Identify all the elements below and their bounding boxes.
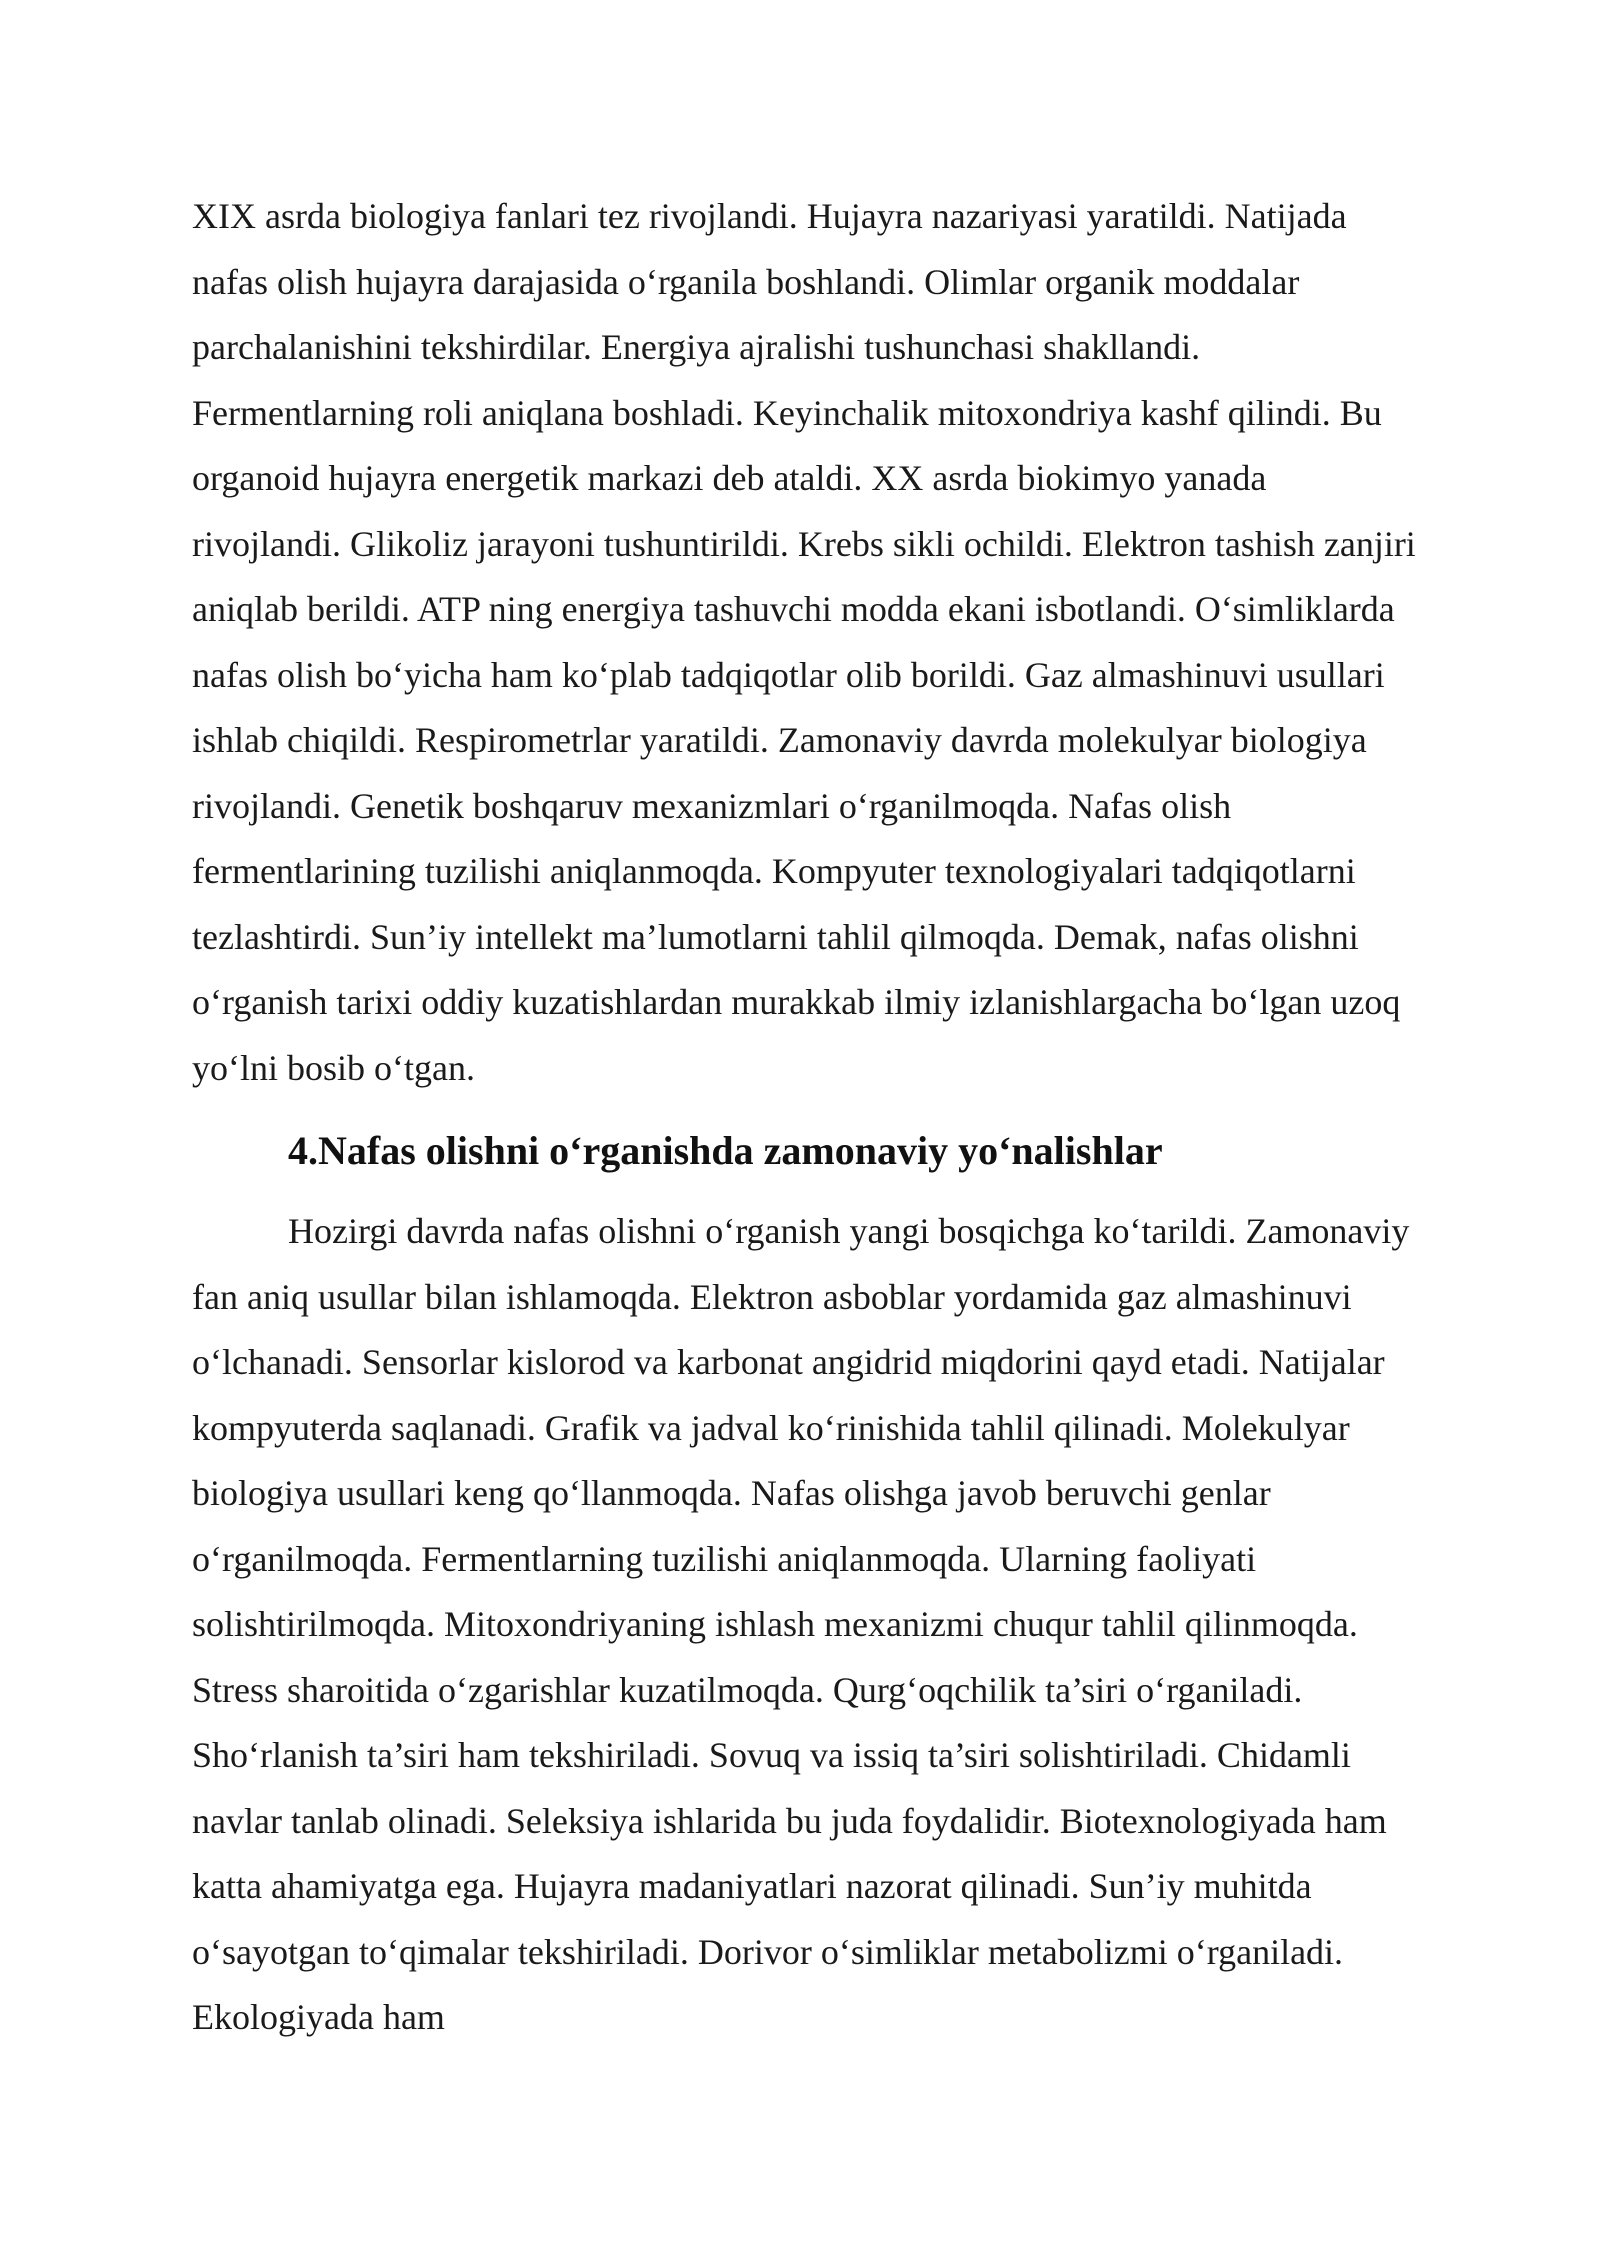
section-heading: 4.Nafas olishni o‘rganishda zamonaviy yo‘nalishlar [288, 1128, 1163, 1173]
paragraph-history: XIX asrda biologiya fanlari tez rivojlandi. Hujayra nazariyasi yaratildi. Natijada nafas olish hujayra darajasida o‘rganila boshlandi. Olimlar organik moddalar parchalanishini tekshirdilar. Energiya ajralishi tushunchasi shakllandi. Fermentlarning roli aniqlana boshladi. Keyinchalik mitoxondriya kashf qilindi. Bu organoid hujayra energetik markazi deb ataldi. XX asrda biokimyo yanada rivojlandi. Glikoliz jarayoni tushuntirildi. Krebs sikli ochildi. Elektron tashish zanjiri aniqlab berildi. ATP ning energiya tashuvchi modda ekani isbotlandi. O‘simliklarda nafas olish bo‘yicha ham ko‘plab tadqiqotlar olib borildi. Gaz almashinuvi usullari ishlab chiqildi. Respirometrlar yaratildi. Zamonaviy davrda molekulyar biologiya rivojlandi. Genetik boshqaruv mexanizmlari o‘rganilmoqda. Nafas olish fermentlarining tuzilishi aniqlanmoqda. Kompyuter texnologiyalari tadqiqotlarni tezlashtirdi. Sun’iy intellekt ma’lumotlarni tahlil qilmoqda. Demak, nafas olishni o‘rganish tarixi oddiy kuzatishlardan murakkab ilmiy izlanishlargacha bo‘lgan uzoq yo‘lni bosib o‘tgan. [192, 196, 1416, 1088]
page-content [192, 184, 1422, 2051]
paragraph-modern-directions: Hozirgi davrda nafas olishni o‘rganish yangi bosqichga ko‘tarildi. Zamonaviy fan aniq usullar bilan ishlamoqda. Elektron asboblar yordamida gaz almashinuvi o‘lchanadi. Sensorlar kislorod va karbonat angidrid miqdorini qayd etadi. Natijalar kompyuterda saqlanadi. Grafik va jadval ko‘rinishida tahlil qilinadi. Molekulyar biologiya usullari keng qo‘llanmoqda. Nafas olishga javob beruvchi genlar o‘rganilmoqda. Fermentlarning tuzilishi aniqlanmoqda. Ularning faoliyati solishtirilmoqda. Mitoxondriyaning ishlash mexanizmi chuqur tahlil qilinmoqda. Stress sharoitida o‘zgarishlar kuzatilmoqda. Qurg‘oqchilik ta’siri o‘rganiladi. Sho‘rlanish ta’siri ham tekshiriladi. Sovuq va issiq ta’siri solishtiriladi. Chidamli navlar tanlab olinadi. Seleksiya ishlarida bu juda foydalidir. Biotexnologiyada ham katta ahamiyatga ega. Hujayra madaniyatlari nazorat qilinadi. Sun’iy muhitda o‘sayotgan to‘qimalar tekshiriladi. Dorivor o‘simliklar metabolizmi o‘rganiladi. Ekologiyada ham [192, 1211, 1410, 2037]
